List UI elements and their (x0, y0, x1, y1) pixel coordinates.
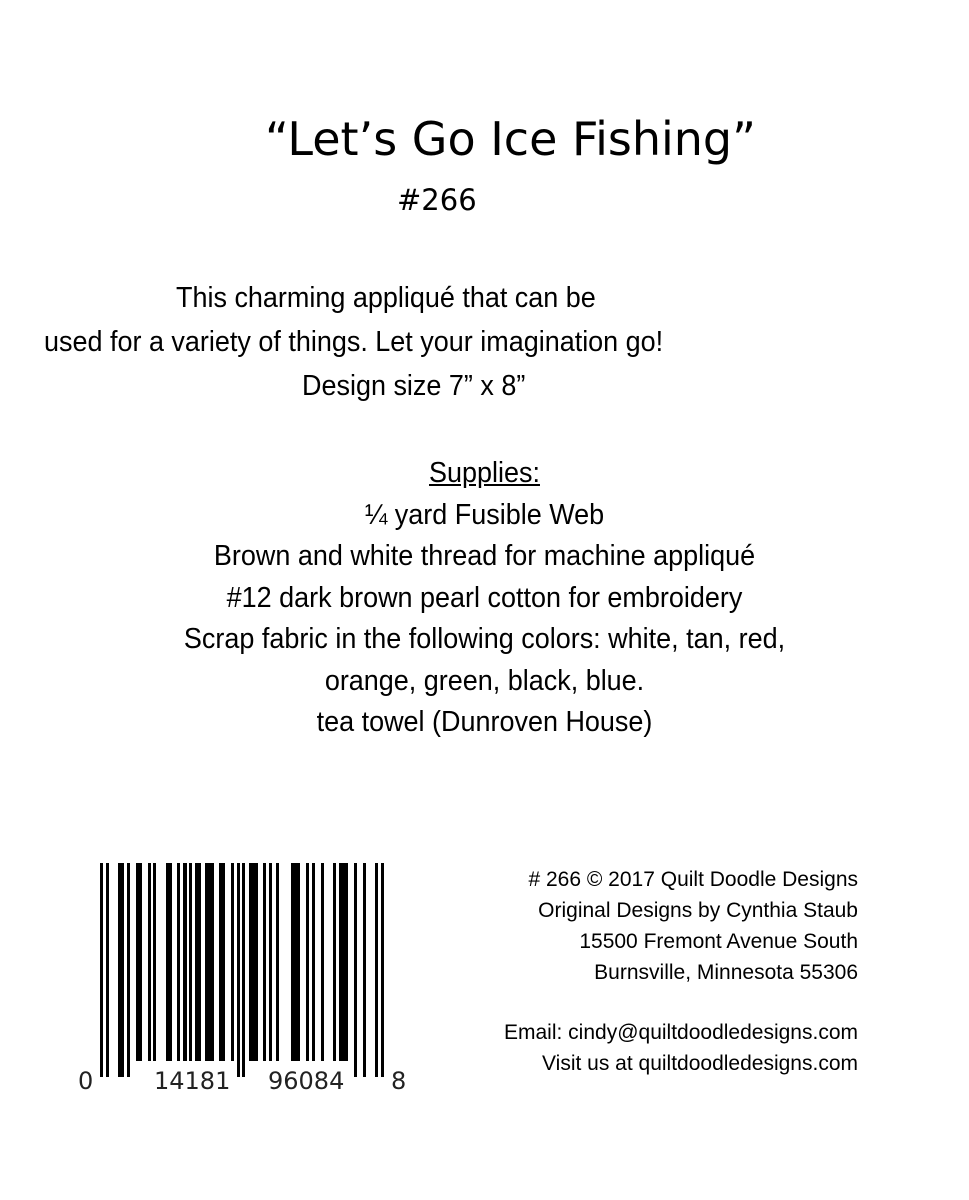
barcode-digits-group-1: 14181 (154, 1067, 231, 1095)
barcode-bar (363, 863, 366, 1077)
supplies-heading: Supplies: (429, 457, 540, 489)
description-line-1: This charming appliqué that can be (176, 282, 596, 314)
supply-item: Scrap fabric in the following colors: white, tan, red, (183, 623, 786, 655)
barcode-bar (231, 863, 234, 1061)
barcode-bar (381, 863, 384, 1077)
barcode-bar (205, 863, 214, 1061)
address-line-2: Burnsville, Minnesota 55306 (594, 961, 858, 984)
designer-line: Original Designs by Cynthia Staub (538, 899, 858, 922)
pattern-number: #266 (397, 183, 477, 217)
barcode-bar (249, 863, 258, 1061)
barcode-bar (166, 863, 172, 1061)
barcode-bar (106, 863, 109, 1077)
supply-item: Brown and white thread for machine appliqué (213, 540, 756, 572)
barcode-bar (269, 863, 272, 1061)
publisher-info (504, 864, 858, 1079)
spacer (504, 988, 858, 1017)
barcode-bar (153, 863, 156, 1061)
barcode-bar (118, 863, 124, 1077)
barcode-bar (136, 863, 142, 1061)
barcode-bar (100, 863, 103, 1077)
website-line: Visit us at quiltdoodledesigns.com (542, 1052, 858, 1075)
description-line-2: used for a variety of things. Let your imagination go! (44, 326, 664, 358)
barcode-bar (339, 863, 348, 1061)
barcode-bar (195, 863, 201, 1061)
barcode-bar (375, 863, 378, 1077)
barcode-bar (276, 863, 279, 1061)
supply-item: tea towel (Dunroven House) (316, 706, 653, 738)
barcode-bar (312, 863, 315, 1061)
copyright-line: # 266 © 2017 Quilt Doodle Designs (528, 868, 858, 891)
supply-item: orange, green, black, blue. (324, 664, 645, 697)
barcode-digit-right: 8 (391, 1067, 407, 1095)
document-title: “Let’s Go Ice Fishing” (265, 112, 756, 166)
barcode-bar (291, 863, 300, 1061)
supplies-section (0, 453, 969, 744)
barcode-bar (333, 863, 336, 1061)
barcode-bar (237, 863, 240, 1077)
barcode-digits-group-2: 96084 (268, 1067, 345, 1095)
description-line-3: Design size 7” x 8” (302, 370, 526, 402)
barcode-bar (354, 863, 357, 1077)
barcode-bar (127, 863, 130, 1077)
barcode-bar (177, 863, 180, 1061)
barcode-bar (219, 863, 225, 1061)
barcode-bar (148, 863, 151, 1061)
barcode-digit-left: 0 (78, 1067, 94, 1095)
address-line-1: 15500 Fremont Avenue South (579, 930, 858, 953)
barcode-bar (321, 863, 324, 1061)
supply-item: #12 dark brown pearl cotton for embroidery (226, 581, 743, 614)
barcode-bar (189, 863, 192, 1061)
barcode-bar (263, 863, 266, 1061)
supply-item: ¼ yard Fusible Web (364, 498, 605, 531)
barcode-bar (183, 863, 187, 1061)
email-line: Email: cindy@quiltdoodledesigns.com (504, 1021, 858, 1044)
barcode-bar (242, 863, 245, 1077)
barcode-bar (306, 863, 309, 1061)
